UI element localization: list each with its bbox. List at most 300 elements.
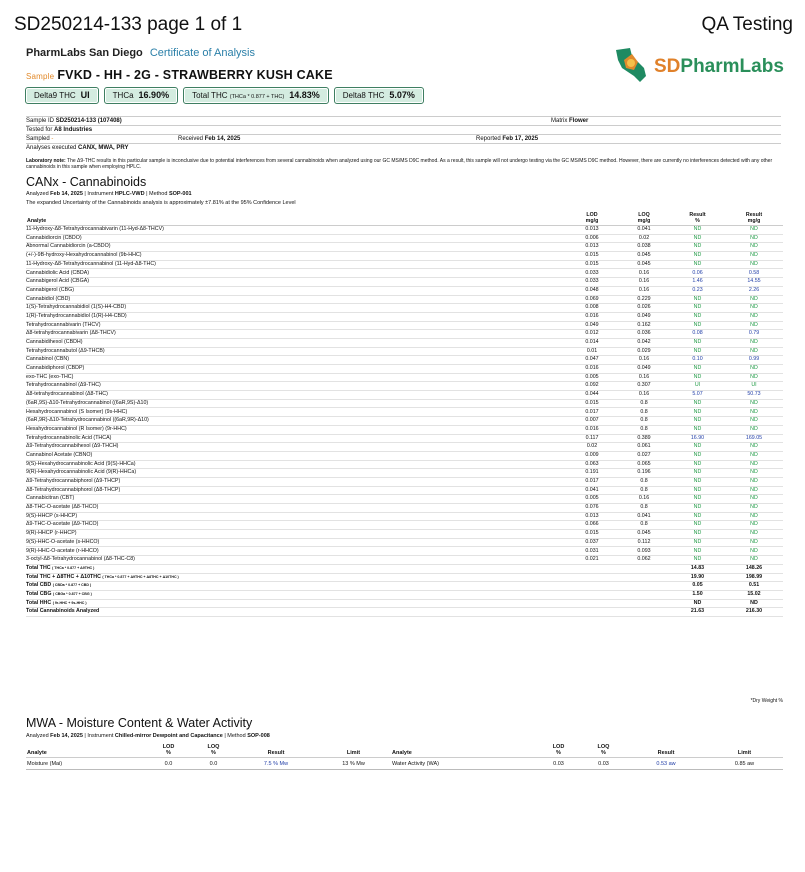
cannabinoids-table bbox=[26, 209, 783, 617]
loq-value: 0.162 bbox=[618, 321, 670, 330]
header-unit: % bbox=[211, 749, 216, 756]
result-pct: ND bbox=[670, 538, 725, 547]
lod-value: 0.015 bbox=[566, 530, 618, 539]
total-mg: ND bbox=[725, 599, 783, 608]
analyte-name: Δ8-Tetrahydrocannabiphorol (Δ8-THCP) bbox=[26, 486, 566, 495]
empty-cell bbox=[566, 590, 618, 599]
info-label: Matrix bbox=[551, 118, 568, 124]
table-row bbox=[26, 234, 783, 243]
result-mg: ND bbox=[725, 252, 783, 261]
table-row bbox=[26, 758, 783, 770]
meta-label: Analyzed bbox=[26, 191, 49, 197]
pill-delta9 bbox=[25, 87, 99, 104]
empty-cell bbox=[618, 582, 670, 591]
table-row bbox=[26, 295, 783, 304]
loq-value: 0.16 bbox=[618, 286, 670, 295]
analyte-name: Moisture (Mai) bbox=[26, 758, 146, 770]
table-row bbox=[26, 538, 783, 547]
result-mg: 0.58 bbox=[725, 269, 783, 278]
lod-value: 0.015 bbox=[566, 260, 618, 269]
result-pct: ND bbox=[670, 530, 725, 539]
uncertainty-note: The expanded Uncertainty of the Cannabinoids analysis is approximately ±7.81% at the 95% Confidence Level bbox=[26, 200, 296, 206]
header-text: LOD bbox=[162, 744, 175, 750]
table-row bbox=[26, 278, 783, 287]
table-row bbox=[26, 347, 783, 356]
result-mg: ND bbox=[725, 512, 783, 521]
table-row bbox=[26, 243, 783, 252]
analyte-name: Cannabidiol (CBD) bbox=[26, 295, 566, 304]
table-row bbox=[26, 338, 783, 347]
loq-value: 0.196 bbox=[618, 469, 670, 478]
loq-value: 0.16 bbox=[618, 269, 670, 278]
lod-value: 0.008 bbox=[566, 304, 618, 313]
analyte-name: Δ8-tetrahydrocannabivarin (Δ8-THCV) bbox=[26, 330, 566, 339]
lod-value: 0.031 bbox=[566, 547, 618, 556]
lod-value: 0.069 bbox=[566, 295, 618, 304]
instrument: Chilled-mirror Dewpoint and Capacitance bbox=[114, 733, 223, 739]
analyte-name: 1(R)-Tetrahydrocannabidiol (1(R)-H4-CBD) bbox=[26, 312, 566, 321]
lod-value: 0.009 bbox=[566, 451, 618, 460]
analyte-name: Abnormal Cannabidiorcin (a-CBDO) bbox=[26, 243, 566, 252]
header-text: LOQ bbox=[207, 744, 220, 750]
col-loq bbox=[191, 743, 236, 758]
meta-label: Analyzed bbox=[26, 733, 49, 739]
analyzed-date: Feb 14, 2025 bbox=[50, 733, 83, 739]
info-label: Sampled bbox=[26, 136, 50, 142]
lod-value: 0.076 bbox=[566, 504, 618, 513]
pill-label: Delta9 THC bbox=[34, 91, 76, 100]
empty-cell bbox=[618, 590, 670, 599]
result-mg: ND bbox=[725, 504, 783, 513]
logo-brand: PharmLabs bbox=[680, 56, 784, 77]
cannabinoids-meta: Analyzed Feb 14, 2025 | Instrument HPLC-VWD | Method SOP-001 bbox=[26, 191, 192, 197]
total-row bbox=[26, 608, 783, 617]
lod-value: 0.013 bbox=[566, 243, 618, 252]
lod-value: 0.006 bbox=[566, 234, 618, 243]
loq-value: 0.8 bbox=[618, 408, 670, 417]
total-label bbox=[26, 582, 566, 591]
table-row bbox=[26, 451, 783, 460]
analyte-name: Cannabigerol (CBG) bbox=[26, 286, 566, 295]
lod-value: 0.048 bbox=[566, 286, 618, 295]
total-mg: 148.26 bbox=[725, 564, 783, 573]
lod-value: 0.066 bbox=[566, 521, 618, 530]
dry-weight-footnote: *Dry Weight % bbox=[750, 698, 783, 704]
analyte-name: Hexahydrocannabinol (S Isomer) (9s-HHC) bbox=[26, 408, 566, 417]
lod-value: 0.013 bbox=[566, 512, 618, 521]
empty-cell bbox=[618, 573, 670, 582]
lod-value: 0.016 bbox=[566, 425, 618, 434]
lod-value: 0.005 bbox=[566, 373, 618, 382]
loq-value: 0.041 bbox=[618, 512, 670, 521]
result-pct: ND bbox=[670, 417, 725, 426]
col-loq bbox=[581, 743, 626, 758]
result-mg: ND bbox=[725, 312, 783, 321]
table-row bbox=[26, 330, 783, 339]
lod-value: 0.041 bbox=[566, 486, 618, 495]
analyte-name: 9(R)-HHC-O-acetate (r-HHCO) bbox=[26, 547, 566, 556]
loq-value: 0.061 bbox=[618, 443, 670, 452]
total-pct: 21.63 bbox=[670, 608, 725, 617]
analyte-name: (+/-)-9B-hydroxy-Hexahydrocannabinol (9b-HHC) bbox=[26, 252, 566, 261]
sample-id: SD250214-133 (107408) bbox=[55, 118, 122, 124]
total-mg: 216.30 bbox=[725, 608, 783, 617]
empty-cell bbox=[618, 599, 670, 608]
info-label: Tested for bbox=[26, 127, 53, 133]
pill-thca bbox=[104, 87, 178, 104]
analyte-name: Water Activity (WA) bbox=[391, 758, 536, 770]
table-row bbox=[26, 356, 783, 365]
lod-value: 0.049 bbox=[566, 321, 618, 330]
table-row bbox=[26, 417, 783, 426]
california-leaf-logo-icon bbox=[610, 46, 652, 86]
total-formula: ( CBGa * 0.877 + CBG ) bbox=[53, 591, 92, 596]
result-pct: ND bbox=[670, 365, 725, 374]
total-pct: 1.50 bbox=[670, 590, 725, 599]
loq-value: 0.8 bbox=[618, 486, 670, 495]
analyses-executed: CANX, MWA, PRY bbox=[78, 145, 129, 151]
loq-value: 0.042 bbox=[618, 338, 670, 347]
total-formula: ( CBDa * 0.877 + CBD ) bbox=[52, 583, 92, 588]
empty-cell bbox=[566, 599, 618, 608]
table-row bbox=[26, 399, 783, 408]
sample-info bbox=[26, 116, 781, 152]
result-mg: ND bbox=[725, 347, 783, 356]
table-row bbox=[26, 304, 783, 313]
result-mg: ND bbox=[725, 304, 783, 313]
logo-prefix: SD bbox=[654, 56, 681, 77]
meta-label: Instrument bbox=[87, 733, 114, 739]
note-text: The Δ9-THC results in this particular sample is inconclusive due to potential interferences from several cannabinoids when analyzed using our GC MS/MS D9C method. As a result, this sample will not undergo testing via the GC MS/MS D9C method. However, there are currently no interferences detected with any other cannabinoids in this sample when employing HPLC. bbox=[26, 158, 773, 170]
table-row bbox=[26, 425, 783, 434]
loq-value: 0.0 bbox=[191, 758, 236, 770]
info-label: Reported bbox=[476, 136, 501, 142]
table-row bbox=[26, 486, 783, 495]
result-pct: ND bbox=[670, 460, 725, 469]
result-mg: ND bbox=[725, 417, 783, 426]
lod-value: 0.015 bbox=[566, 399, 618, 408]
loq-value: 0.065 bbox=[618, 460, 670, 469]
result-pct: ND bbox=[670, 556, 725, 565]
result-value: 0.53 aw bbox=[626, 758, 706, 770]
result-value: 7.5 % Mw bbox=[236, 758, 316, 770]
total-formula: ( THCa * 0.877 + Δ9THC + Δ8THC + Δ10THC ) bbox=[102, 574, 179, 579]
total-label bbox=[26, 608, 566, 617]
result-mg: ND bbox=[725, 443, 783, 452]
result-pct: ND bbox=[670, 451, 725, 460]
total-pct: 0.05 bbox=[670, 582, 725, 591]
pill-label: Total THC bbox=[192, 91, 228, 100]
result-pct: 5.07 bbox=[670, 391, 725, 400]
result-mg: ND bbox=[725, 226, 783, 235]
analyte-name: 9(S)-Hexahydrocannabinolic Acid (9(S)-HHCa) bbox=[26, 460, 566, 469]
result-mg: ND bbox=[725, 365, 783, 374]
total-label bbox=[26, 564, 566, 573]
table-row bbox=[26, 312, 783, 321]
moisture-title: MWA - Moisture Content & Water Activity bbox=[26, 716, 253, 730]
result-pct: 0.06 bbox=[670, 269, 725, 278]
header-unit: % bbox=[166, 749, 171, 756]
col-limit: Limit bbox=[316, 743, 391, 758]
analyte-name: Tetrahydrocannabivarin (THCV) bbox=[26, 321, 566, 330]
col-analyte: Analyte bbox=[26, 209, 566, 226]
col-result: Result bbox=[626, 743, 706, 758]
analyte-name: (6aR,9R)-Δ10-Tetrahydrocannabinol ((6aR,9R)-Δ10) bbox=[26, 417, 566, 426]
loq-value: 0.045 bbox=[618, 530, 670, 539]
loq-value: 0.036 bbox=[618, 330, 670, 339]
table-row bbox=[26, 469, 783, 478]
result-pct: 0.10 bbox=[670, 356, 725, 365]
result-pct: ND bbox=[670, 252, 725, 261]
pill-label: THCa bbox=[112, 91, 134, 100]
pill-value: 5.07% bbox=[389, 90, 415, 100]
table-row bbox=[26, 547, 783, 556]
table-row bbox=[26, 365, 783, 374]
col-lod bbox=[146, 743, 191, 758]
result-pct: 0.23 bbox=[670, 286, 725, 295]
loq-value: 0.8 bbox=[618, 417, 670, 426]
result-pct: ND bbox=[670, 226, 725, 235]
result-pct: ND bbox=[670, 486, 725, 495]
header-text: Result bbox=[745, 212, 763, 218]
result-pct: ND bbox=[670, 338, 725, 347]
loq-value: 0.16 bbox=[618, 495, 670, 504]
table-row bbox=[26, 269, 783, 278]
lod-value: 0.005 bbox=[566, 495, 618, 504]
lod-value: 0.015 bbox=[566, 252, 618, 261]
lod-value: 0.033 bbox=[566, 278, 618, 287]
analyte-name: Cannabinol (CBN) bbox=[26, 356, 566, 365]
lod-value: 0.033 bbox=[566, 269, 618, 278]
sample-line bbox=[26, 68, 333, 82]
analyte-name: 9(R)-Hexahydrocannabinolic Acid (9(R)-HHCa) bbox=[26, 469, 566, 478]
table-row bbox=[26, 408, 783, 417]
loq-value: 0.8 bbox=[618, 399, 670, 408]
loq-value: 0.307 bbox=[618, 382, 670, 391]
lod-value: 0.03 bbox=[536, 758, 581, 770]
total-row bbox=[26, 564, 783, 573]
result-mg: 169.05 bbox=[725, 434, 783, 443]
result-mg: UI bbox=[725, 382, 783, 391]
tested-for: A8 Industries bbox=[54, 127, 93, 133]
analyte-name: Cannabigerol Acid (CBGA) bbox=[26, 278, 566, 287]
result-pct: 1.46 bbox=[670, 278, 725, 287]
total-name: Total Cannabinoids Analyzed bbox=[26, 608, 100, 615]
instrument: HPLC-VWD bbox=[114, 191, 145, 197]
result-mg: ND bbox=[725, 399, 783, 408]
loq-value: 0.093 bbox=[618, 547, 670, 556]
loq-value: 0.229 bbox=[618, 295, 670, 304]
header-unit: % bbox=[601, 749, 606, 756]
pill-value: 16.90% bbox=[138, 90, 170, 100]
analyte-name: Hexahydrocannabinol (R Isomer) (9r-HHC) bbox=[26, 425, 566, 434]
analyte-name: Tetrahydrocannabinolic Acid (THCA) bbox=[26, 434, 566, 443]
loq-value: 0.16 bbox=[618, 373, 670, 382]
table-row bbox=[26, 512, 783, 521]
info-label: Analyses executed bbox=[26, 145, 77, 151]
analyte-name: exo-THC (exo-THC) bbox=[26, 373, 566, 382]
loq-value: 0.026 bbox=[618, 304, 670, 313]
result-mg: ND bbox=[725, 521, 783, 530]
result-pct: ND bbox=[670, 425, 725, 434]
result-pct: ND bbox=[670, 260, 725, 269]
loq-value: 0.02 bbox=[618, 234, 670, 243]
total-pct: 14.83 bbox=[670, 564, 725, 573]
analyte-name: Cannabidihexol (CBDH) bbox=[26, 338, 566, 347]
result-mg: ND bbox=[725, 373, 783, 382]
result-mg: 14.55 bbox=[725, 278, 783, 287]
result-mg: ND bbox=[725, 547, 783, 556]
lod-value: 0.016 bbox=[566, 365, 618, 374]
result-mg: ND bbox=[725, 486, 783, 495]
table-row bbox=[26, 460, 783, 469]
cannabinoids-body bbox=[26, 226, 783, 617]
loq-value: 0.389 bbox=[618, 434, 670, 443]
result-mg: ND bbox=[725, 338, 783, 347]
result-pct: ND bbox=[670, 512, 725, 521]
total-mg: 0.51 bbox=[725, 582, 783, 591]
loq-value: 0.03 bbox=[581, 758, 626, 770]
header-text: LOQ bbox=[638, 212, 650, 218]
result-pct: ND bbox=[670, 321, 725, 330]
result-pct: ND bbox=[670, 399, 725, 408]
total-row bbox=[26, 590, 783, 599]
loq-value: 0.16 bbox=[618, 356, 670, 365]
table-row bbox=[26, 286, 783, 295]
loq-value: 0.16 bbox=[618, 278, 670, 287]
result-pct: ND bbox=[670, 234, 725, 243]
loq-value: 0.112 bbox=[618, 538, 670, 547]
lod-value: 0.017 bbox=[566, 477, 618, 486]
lod-value: 0.0 bbox=[146, 758, 191, 770]
result-mg: ND bbox=[725, 477, 783, 486]
total-label bbox=[26, 573, 566, 582]
result-pct: ND bbox=[670, 477, 725, 486]
document-type: Certificate of Analysis bbox=[149, 47, 255, 59]
table-row bbox=[26, 382, 783, 391]
sdpharmlabs-logo bbox=[610, 46, 785, 88]
col-result: Result bbox=[236, 743, 316, 758]
total-row bbox=[26, 582, 783, 591]
total-formula: ( THCa * 0.877 + Δ9THC ) bbox=[52, 565, 95, 570]
lab-line bbox=[26, 47, 255, 59]
loq-value: 0.8 bbox=[618, 504, 670, 513]
table-row bbox=[26, 504, 783, 513]
result-mg: ND bbox=[725, 295, 783, 304]
header-text: Result bbox=[689, 212, 706, 218]
result-pct: ND bbox=[670, 521, 725, 530]
sample-name: FVKD - HH - 2G - STRAWBERRY KUSH CAKE bbox=[57, 68, 333, 82]
method: SOP-008 bbox=[247, 733, 270, 739]
loq-value: 0.029 bbox=[618, 347, 670, 356]
method: SOP-001 bbox=[168, 191, 192, 197]
table-row bbox=[26, 530, 783, 539]
analyzed-date: Feb 14, 2025 bbox=[50, 191, 83, 197]
header-unit: mg/g bbox=[585, 218, 599, 224]
total-pct: ND bbox=[670, 599, 725, 608]
received-date: Feb 14, 2025 bbox=[204, 136, 241, 142]
result-mg: ND bbox=[725, 460, 783, 469]
lod-value: 0.014 bbox=[566, 338, 618, 347]
analyte-name: Δ9-THC-O-acetate (Δ9-THCO) bbox=[26, 521, 566, 530]
pill-value: 14.83% bbox=[289, 90, 320, 100]
analyte-name: Cannabicitran (CBT) bbox=[26, 495, 566, 504]
loq-value: 0.062 bbox=[618, 556, 670, 565]
table-row bbox=[26, 434, 783, 443]
result-pct: ND bbox=[670, 243, 725, 252]
moisture-meta: Analyzed Feb 14, 2025 | Instrument Chilled-mirror Dewpoint and Capacitance | Method SOP-008 bbox=[26, 733, 270, 739]
result-pct: ND bbox=[670, 495, 725, 504]
total-row bbox=[26, 573, 783, 582]
total-name: Total THC bbox=[26, 564, 51, 571]
result-pct: ND bbox=[670, 304, 725, 313]
table-row bbox=[26, 321, 783, 330]
table-row bbox=[26, 226, 783, 235]
analyte-name: 1(S)-Tetrahydrocannabidiol (1(S)-H4-CBD) bbox=[26, 304, 566, 313]
result-pct: ND bbox=[670, 469, 725, 478]
analyte-name: Cannabinol Acetate (CBNO) bbox=[26, 451, 566, 460]
result-mg: ND bbox=[725, 530, 783, 539]
total-name: Total CBD bbox=[26, 582, 52, 589]
table-row bbox=[26, 391, 783, 400]
header-text: LOQ bbox=[597, 744, 610, 750]
reported-date: Feb 17, 2025 bbox=[502, 136, 539, 142]
lod-value: 0.063 bbox=[566, 460, 618, 469]
lod-value: 0.117 bbox=[566, 434, 618, 443]
lod-value: 0.016 bbox=[566, 312, 618, 321]
table-row bbox=[26, 373, 783, 382]
result-mg: ND bbox=[725, 408, 783, 417]
col-lod bbox=[566, 209, 618, 226]
pill-formula: (THCa * 0.877 + THC) bbox=[229, 94, 285, 100]
table-row bbox=[26, 556, 783, 565]
result-pct: ND bbox=[670, 547, 725, 556]
header-unit: % bbox=[556, 749, 561, 756]
result-mg: ND bbox=[725, 425, 783, 434]
total-name: Total HHC bbox=[26, 599, 52, 606]
total-row bbox=[26, 599, 783, 608]
result-mg: 0.79 bbox=[725, 330, 783, 339]
result-mg: ND bbox=[725, 451, 783, 460]
header-text: LOD bbox=[552, 744, 565, 750]
analyte-name: 9(S)-HHC-O-acetate (s-HHCO) bbox=[26, 538, 566, 547]
result-mg: ND bbox=[725, 495, 783, 504]
analyte-name: Δ8-tetrahydrocannabinol (Δ8-THC) bbox=[26, 391, 566, 400]
sample-label: Sample bbox=[26, 72, 55, 81]
total-label bbox=[26, 599, 566, 608]
loq-value: 0.045 bbox=[618, 252, 670, 261]
loq-value: 0.8 bbox=[618, 521, 670, 530]
lod-value: 0.007 bbox=[566, 417, 618, 426]
empty-cell bbox=[566, 564, 618, 573]
analyte-name: Tetrahydrocannabutol (Δ9-THCB) bbox=[26, 347, 566, 356]
pill-value: UI bbox=[80, 90, 90, 100]
matrix: Flower bbox=[569, 118, 589, 124]
pill-delta8 bbox=[334, 87, 424, 104]
result-pct: ND bbox=[670, 373, 725, 382]
lod-value: 0.191 bbox=[566, 469, 618, 478]
result-pct: ND bbox=[670, 295, 725, 304]
table-row bbox=[26, 495, 783, 504]
analyte-name: 9(R)-HHCP (r-HHCP) bbox=[26, 530, 566, 539]
loq-value: 0.045 bbox=[618, 260, 670, 269]
analyte-name: Cannabidiphorol (CBDP) bbox=[26, 365, 566, 374]
total-name: Total CBG bbox=[26, 590, 52, 597]
col-limit: Limit bbox=[706, 743, 783, 758]
loq-value: 0.16 bbox=[618, 391, 670, 400]
loq-value: 0.041 bbox=[618, 226, 670, 235]
total-pct: 19.90 bbox=[670, 573, 725, 582]
